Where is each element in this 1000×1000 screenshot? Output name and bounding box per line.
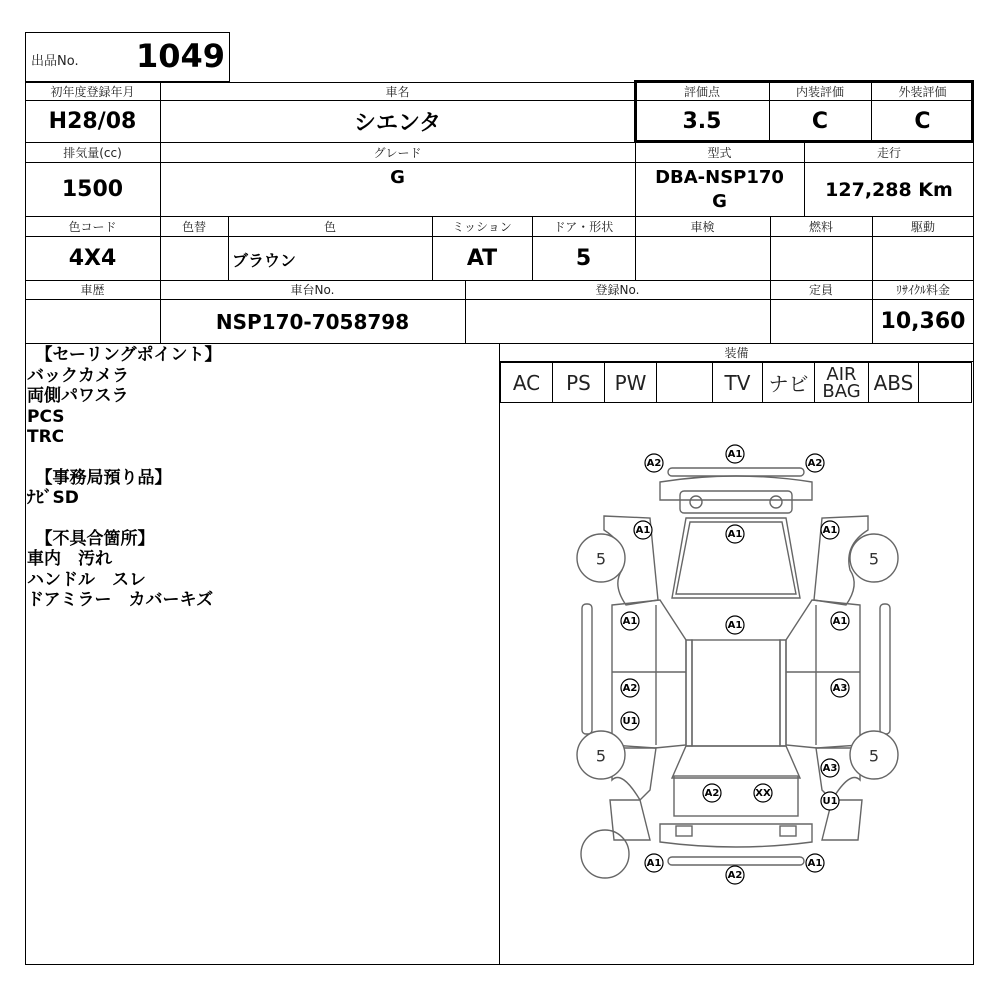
- equipment-row: [500, 362, 972, 403]
- chassis-value: NSP170-7058798: [215, 309, 410, 334]
- damage-mark: XX: [755, 788, 771, 799]
- car-damage-diagram: [500, 404, 973, 964]
- car-name-value: シエンタ: [353, 111, 442, 136]
- selling-item: PCS: [27, 406, 65, 427]
- equip-tv: TV: [713, 363, 763, 402]
- mission-label: ミッション: [452, 219, 512, 234]
- color-code-value: 4X4: [68, 246, 117, 271]
- displacement-value: 1500: [61, 177, 124, 202]
- door-value: 5: [575, 246, 592, 271]
- damage-mark: A1: [727, 449, 743, 460]
- first-reg-value: H28/08: [48, 109, 137, 134]
- exterior-label: 外装評価: [898, 84, 947, 99]
- damage-mark: A2: [727, 870, 743, 881]
- drive-value: [872, 237, 974, 280]
- tire-score: 5: [868, 549, 880, 569]
- inspection-label: 車検: [690, 219, 715, 234]
- tire-score: 5: [868, 746, 880, 766]
- damage-marks: [621, 445, 849, 884]
- grade-label: グレード: [373, 145, 422, 160]
- damage-mark: A1: [635, 525, 651, 536]
- model-line1: DBA-NSP170: [655, 166, 784, 188]
- equip-ps: PS: [553, 363, 605, 402]
- equip-airbag: AIR BAG: [815, 363, 869, 402]
- damage-mark: U1: [622, 716, 638, 727]
- lot-label: 出品No.: [31, 54, 79, 69]
- recycle-label: ﾘｻｲｸﾙ料金: [895, 283, 950, 297]
- equip-pw: PW: [605, 363, 657, 402]
- capacity-label: 定員: [808, 283, 833, 297]
- equip-blank: [657, 363, 713, 402]
- selling-item: バックカメラ: [27, 365, 129, 386]
- equip-ac: AC: [501, 363, 553, 402]
- damage-mark: A1: [727, 529, 743, 540]
- interior-value: C: [811, 109, 829, 134]
- color-label: 色: [323, 219, 336, 234]
- lot-number: 1049: [136, 37, 226, 75]
- repaint-label: 色替: [181, 219, 206, 234]
- damage-mark: A1: [832, 616, 848, 627]
- mission-value: AT: [466, 246, 498, 271]
- office-item: ﾅﾋﾞSD: [27, 488, 79, 508]
- selling-item: TRC: [27, 427, 65, 447]
- damage-mark: A1: [807, 858, 823, 869]
- office-title: 【事務局預り品】: [27, 467, 172, 488]
- history-label: 車歴: [80, 283, 105, 297]
- reg-no-label: 登録No.: [595, 283, 640, 297]
- damage-mark: A1: [727, 620, 743, 631]
- equip-blank-2: [919, 363, 971, 402]
- grade-value: G: [390, 166, 405, 188]
- history-value: [25, 300, 160, 343]
- interior-label: 内装評価: [795, 84, 844, 99]
- defect-item: ドアミラー カバーキズ: [27, 590, 214, 610]
- damage-mark: A2: [704, 788, 720, 799]
- capacity-value: [770, 300, 872, 343]
- fuel-label: 燃料: [808, 219, 833, 234]
- damage-mark: A3: [822, 763, 838, 774]
- car-name-label: 車名: [385, 84, 410, 99]
- equip-navi: ナビ: [763, 363, 815, 402]
- model-line2: G: [712, 190, 727, 212]
- chassis-label: 車台No.: [290, 283, 335, 297]
- displacement-label: 排気量(cc): [63, 145, 122, 160]
- drive-label: 駆動: [910, 219, 935, 234]
- color-code-label: 色コード: [68, 219, 117, 234]
- tire-score: 5: [595, 746, 607, 766]
- recycle-value: 10,360: [880, 309, 966, 334]
- reg-no-value: [465, 300, 770, 343]
- inspection-value: [635, 237, 770, 280]
- selling-item: 両側パワスラ: [27, 386, 129, 406]
- color-value: ブラウン: [232, 251, 297, 270]
- damage-mark: A2: [646, 458, 662, 469]
- damage-mark: A2: [807, 458, 823, 469]
- defect-item: 車内 汚れ: [27, 549, 112, 569]
- notes: [27, 345, 497, 611]
- mileage-label: 走行: [876, 145, 901, 160]
- exterior-value: C: [914, 109, 931, 134]
- repaint-value: [160, 237, 228, 280]
- damage-mark: A1: [622, 616, 638, 627]
- defect-item: ハンドル スレ: [27, 569, 146, 590]
- door-label: ドア・形状: [553, 219, 614, 234]
- mileage-value: 127,288 Km: [825, 178, 953, 201]
- tire-score: 5: [595, 549, 607, 569]
- equipment-title: 装備: [724, 345, 749, 360]
- damage-mark: U1: [822, 796, 838, 807]
- lot-box: [25, 32, 230, 82]
- damage-mark: A3: [832, 683, 848, 694]
- fuel-value: [770, 237, 872, 280]
- equip-abs: ABS: [869, 363, 919, 402]
- score-label: 評価点: [683, 84, 720, 99]
- defect-title: 【不具合箇所】: [27, 528, 155, 549]
- damage-mark: A2: [622, 683, 638, 694]
- damage-mark: A1: [822, 525, 838, 536]
- first-reg-label: 初年度登録年月: [50, 84, 135, 99]
- selling-title: 【セーリングポイント】: [27, 345, 222, 365]
- score-value: 3.5: [682, 109, 722, 134]
- model-label: 型式: [707, 145, 732, 160]
- damage-mark: A1: [646, 858, 662, 869]
